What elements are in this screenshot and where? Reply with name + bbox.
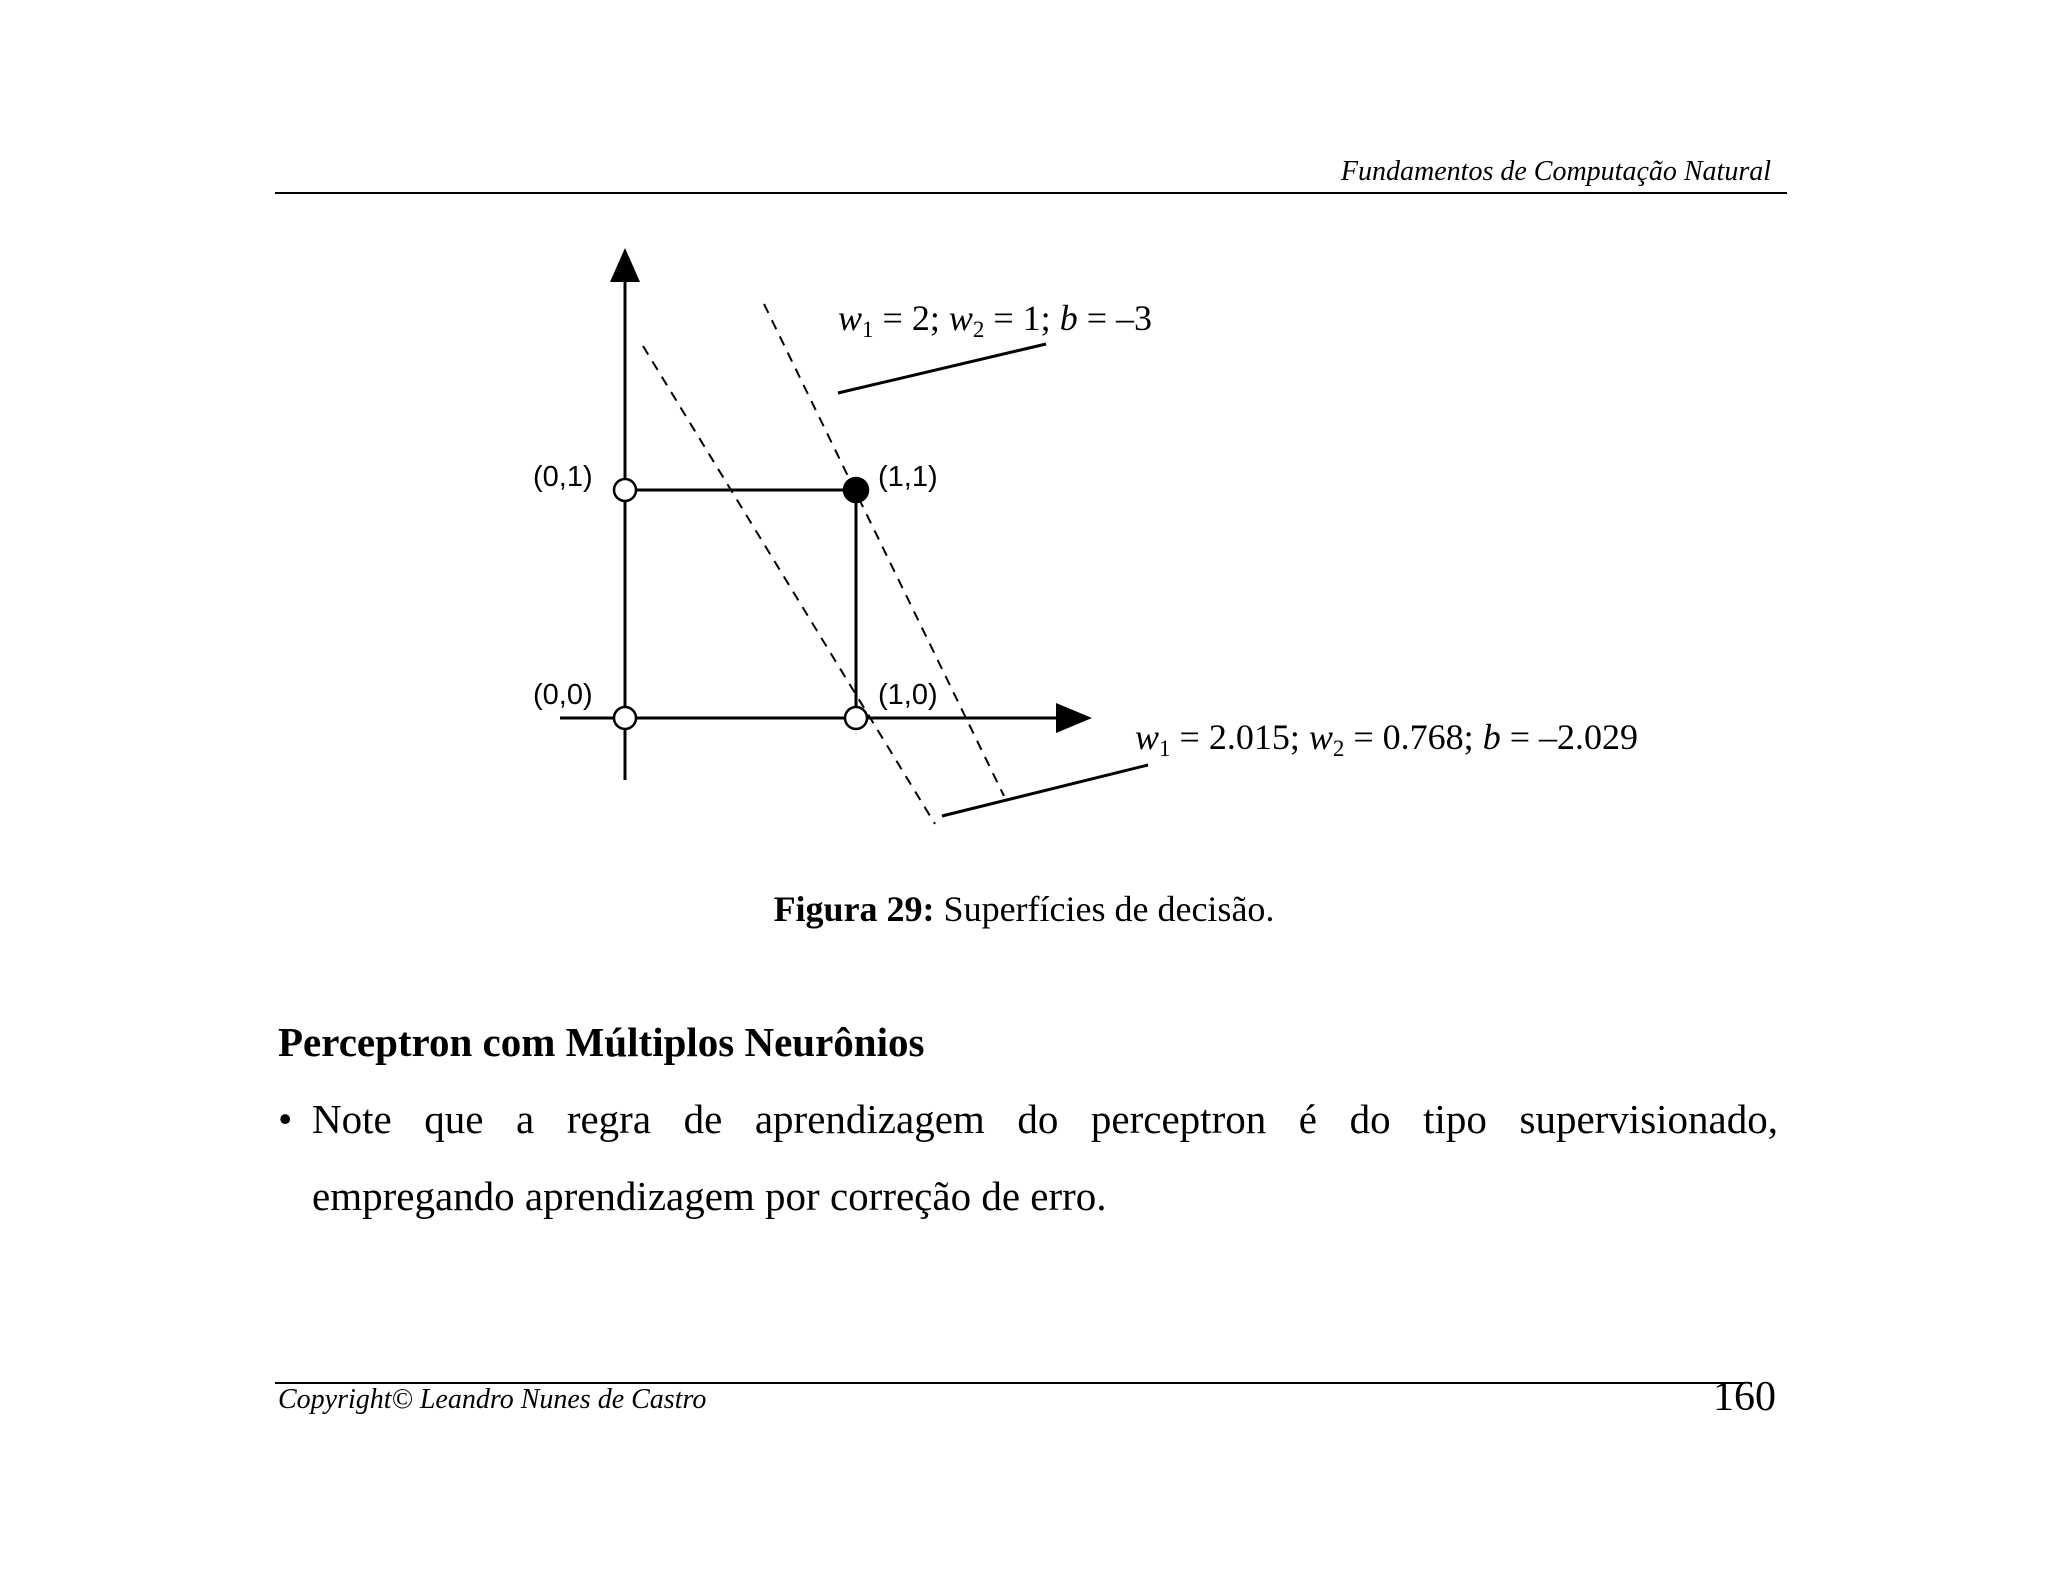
equation-label-b: w1 = 2.015; w2 = 0.768; b = –2.029 [1135, 717, 1638, 761]
paragraph-line-2: empregando aprendizagem por correção de erro. [312, 1173, 1107, 1219]
decision-line-b [643, 346, 935, 824]
leader-line-a [838, 344, 1046, 393]
leader-line-b [942, 765, 1148, 816]
point-0-0 [614, 707, 636, 729]
bullet-icon: • [278, 1096, 293, 1142]
paragraph-line-1: Note que a regra de aprendizagem do perceptron é do tipo supervisionado, [312, 1096, 1778, 1142]
section-heading: Perceptron com Múltiplos Neurônios [278, 1019, 925, 1065]
y-axis-arrowhead [610, 248, 640, 282]
point-label-1-0: (1,0) [878, 679, 938, 711]
point-label-0-0: (0,0) [533, 679, 593, 711]
page-number: 160 [1713, 1374, 1776, 1420]
equation-label-a: w1 = 2; w2 = 1; b = –3 [838, 298, 1152, 342]
point-1-0 [845, 707, 867, 729]
decision-line-a [764, 304, 1004, 796]
footer-copyright: Copyright© Leandro Nunes de Castro [278, 1384, 707, 1415]
point-label-0-1: (0,1) [533, 461, 593, 493]
point-1-1 [844, 478, 868, 502]
caption-text: Superfícies de decisão. [934, 889, 1275, 929]
bullet-paragraph [278, 1095, 1778, 1143]
point-0-1 [614, 479, 636, 501]
caption-label: Figura 29: [773, 889, 935, 929]
point-label-1-1: (1,1) [878, 461, 938, 493]
x-axis-arrowhead [1056, 703, 1092, 733]
figure-caption [0, 888, 2048, 930]
running-header: Fundamentos de Computação Natural [1340, 156, 1771, 187]
